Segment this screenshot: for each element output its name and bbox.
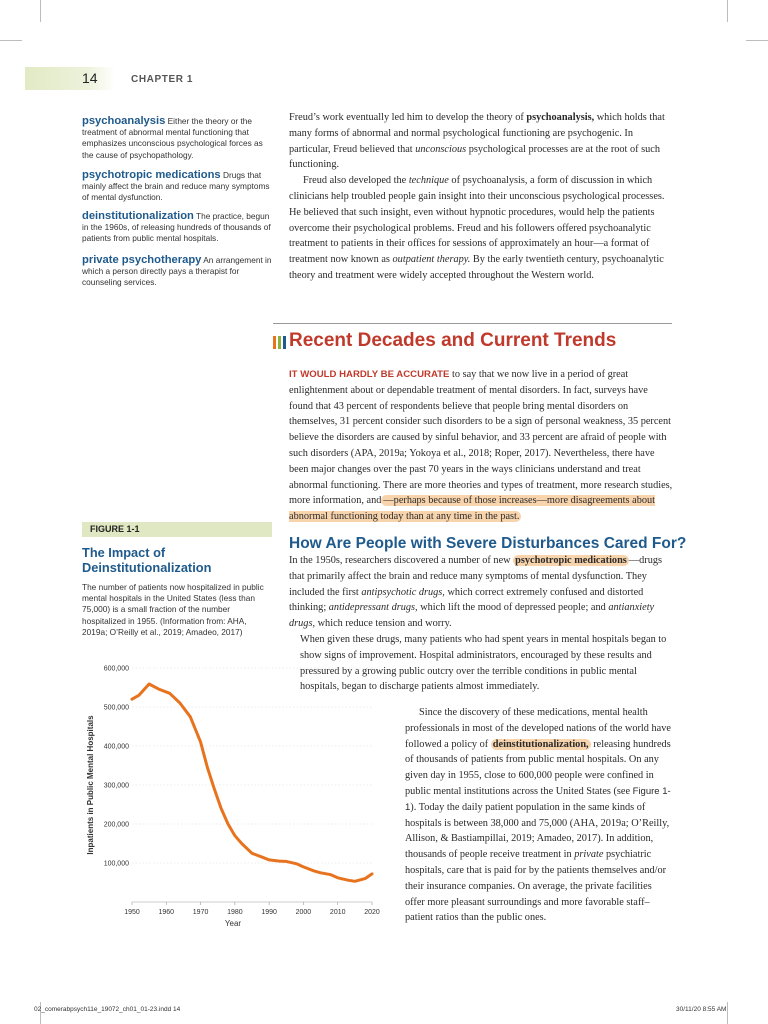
chart-y-tick-label: 400,000 xyxy=(103,743,129,751)
section-text xyxy=(289,367,673,525)
inpatients-line-chart xyxy=(80,660,396,932)
subsection-heading: How Are People with Severe Disturbances Cared For? xyxy=(289,535,687,552)
text-run: which correct extremely confused and distorted thinking; xyxy=(289,586,644,614)
page-number: 14 xyxy=(82,70,98,86)
text-run: which holds that many forms of abnormal and normal psychological functioning are psychogenic. In particular, Freud believed that xyxy=(289,112,665,155)
italic-term: private xyxy=(574,849,604,861)
glossary-definition: An arrangement in which a person directly pays a therapist for counseling services. xyxy=(82,255,272,288)
crop-mark xyxy=(746,40,768,41)
paragraph xyxy=(405,705,673,926)
glossary-definition: Drugs that mainly affect the brain and reduce many symptoms of mental dysfunction. xyxy=(82,170,270,203)
text-run: which reduce tension and worry. xyxy=(315,618,452,630)
section-rule xyxy=(273,323,672,324)
glossary-entry xyxy=(82,170,272,204)
chart-x-tick-label: 1990 xyxy=(261,909,277,916)
italic-term: antidepressant drugs, xyxy=(328,602,418,614)
chart-x-axis-label: Year xyxy=(224,919,242,928)
paragraph xyxy=(289,110,673,173)
crop-mark xyxy=(727,1002,728,1024)
chart-y-tick-label: 600,000 xyxy=(103,665,129,673)
text-run: In the 1950s, researchers discovered a number of new xyxy=(289,555,514,566)
header-band xyxy=(25,67,115,90)
glossary-entry xyxy=(82,211,272,245)
subsection-text xyxy=(289,553,673,632)
italic-term: antianxiety drugs, xyxy=(289,602,655,630)
subsection-text-column xyxy=(405,705,673,926)
chart-x-tick-label: 1960 xyxy=(158,909,175,916)
text-run: Freud’s work eventually led him to develop the theory of xyxy=(289,112,527,123)
highlighted-term: deinstitutionalization, xyxy=(492,738,589,750)
crop-mark xyxy=(727,0,728,22)
chart-x-tick-label: 2010 xyxy=(329,909,346,916)
paragraph xyxy=(289,173,673,284)
text-run: —drugs that primarily affect the brain and reduce many symptoms of mental dysfunction. They included the first xyxy=(289,555,663,598)
chart-y-tick-label: 200,000 xyxy=(103,821,129,829)
chart-x-tick-label: 1980 xyxy=(227,909,243,916)
italic-term: technique xyxy=(408,175,449,187)
figure-caption: The number of patients now hospitalized in public mental hospitals in the United States (less than 75,000) is a small fraction of the number hospitalized in 1955. (Information from: AHA, 2019a; O’Reilly et al., 2019; Amadeo, 2017) xyxy=(82,582,264,637)
text-run: Freud also developed the xyxy=(303,175,409,187)
section-bars-icon xyxy=(273,336,286,349)
glossary-term: psychoanalysis xyxy=(82,115,166,127)
text-run: of psychoanalysis, a form of discussion in which clinicians help troubled people gain insight into their unconscious psychological processes. He believed that such insight, even without hypnotic procedures, would help the patients overcome their psychological problems. Freud and his followers offered psychoanalytic treatment to patients in their offices for sessions of approximately an hour—a format of treatment now known as xyxy=(289,175,665,266)
glossary-definition: Either the theory or the treatment of abnormal mental functioning that emphasizes unconscious psychological forces as the cause of psychopathology. xyxy=(82,116,263,160)
text-run: By the early twentieth century, psychoanalytic theory and treatment were widely accepted throughout the Western world. xyxy=(289,254,664,281)
figure-title: The Impact of Deinstitutionalization xyxy=(82,545,212,575)
figure-reference[interactable]: Figure 1-1 xyxy=(405,785,671,813)
chart-series-line xyxy=(132,684,372,881)
text-run: which lift the mood of depressed people; and xyxy=(417,602,609,614)
chart-x-tick-label: 2020 xyxy=(364,909,380,916)
text-run: to say that we now live in a period of great enlightenment about or dependable treatment of mental disorders. In fact, surveys have found that 43 percent of respondents believe that people bring mental disorders on themselves, 31 percent consider such disorders to be a sign of personal weakness, 35 percent believe the disorders are caused by sinful behavior, and 33 percent are afraid of people with such disorders (APA, 2019a; Yokoya et al., 2018; Roper, 2017). Nevertheless, there have been major changes over the past 70 years in the ways clinicians understand and treat abnormal functioning. There are more theories and types of treatment, more research studies, more information, and xyxy=(289,369,673,507)
chart-x-tick-label: 1950 xyxy=(124,909,140,916)
footer-timestamp: 30/11/20 8:55 AM xyxy=(676,1006,727,1013)
glossary-definition: The practice, begun in the 1960s, of releasing hundreds of thousands of patients from public mental hospitals. xyxy=(82,211,271,244)
text-run: releasing hundreds of thousands of patients from public mental hospitals. On any given day in 1955, close to 600,000 people were confined in public mental institutions across the United States (see xyxy=(405,738,671,797)
lead-in: IT WOULD HARDLY BE ACCURATE xyxy=(289,369,450,380)
chart-y-tick-label: 100,000 xyxy=(103,860,129,868)
intro-text xyxy=(289,110,673,284)
text-run: psychiatric hospitals, care that is paid for by the patients themselves and/or their insurance companies. On average, the private facilities offer more pleasant surroundings and more favorable staff–patient ratios than the public ones. xyxy=(405,849,667,924)
chart-y-axis-label: Inpatients in Public Mental Hospitals xyxy=(86,715,95,855)
glossary-term: private psychotherapy xyxy=(82,254,202,266)
highlighted-text: —perhaps because of those increases—more disagreements about abnormal functioning today than at any time in the past. xyxy=(289,495,656,523)
glossary-term: psychotropic medications xyxy=(82,169,221,181)
glossary-entry xyxy=(82,255,272,289)
italic-term: antipsychotic drugs, xyxy=(361,586,445,598)
chapter-label: CHAPTER 1 xyxy=(131,74,194,85)
italic-term: unconscious xyxy=(415,143,467,155)
footer-file-label: 02_comerabpsych11e_19072_ch01_01-23.indd 14 xyxy=(34,1006,181,1013)
section-heading: Recent Decades and Current Trends xyxy=(289,330,617,351)
text-run: Since the discovery of these medications, mental health professionals in most of the developed nations of the world have followed a policy of xyxy=(405,707,671,750)
bold-term: psychoanalysis, xyxy=(526,112,595,123)
paragraph xyxy=(289,367,673,525)
chart-x-tick-label: 1970 xyxy=(192,909,209,916)
glossary-entry xyxy=(82,116,272,161)
italic-term: outpatient therapy. xyxy=(392,254,471,266)
text-run: When given these drugs, many patients who had spent years in mental hospitals began to show signs of improvement. Hospital administrators, encouraged by these results and pressured by a growing public outcry over the terrible conditions in public mental hospitals, began to discharge patients almost immediately. xyxy=(300,634,667,693)
text-run: psychological processes are at the root of such functioning. xyxy=(289,143,661,171)
crop-mark xyxy=(0,40,22,41)
chart-y-tick-label: 300,000 xyxy=(103,782,129,790)
glossary-term: deinstitutionalization xyxy=(82,210,194,222)
text-run: ). Today the daily patient population in the same kinds of hospitals is between 38,000 and 75,000 (AHA, 2019a; O’Reilly, Allison, & Bastiampillai, 2019; Amadeo, 2017). In addition, thousands of people receive treatment in xyxy=(405,801,670,861)
paragraph xyxy=(289,553,673,632)
crop-mark xyxy=(40,0,41,22)
figure-label: FIGURE 1-1 xyxy=(82,522,272,537)
highlighted-term: psychotropic medications xyxy=(515,555,627,566)
chart-y-tick-label: 500,000 xyxy=(103,704,129,712)
chart-x-tick-label: 2000 xyxy=(295,909,312,916)
